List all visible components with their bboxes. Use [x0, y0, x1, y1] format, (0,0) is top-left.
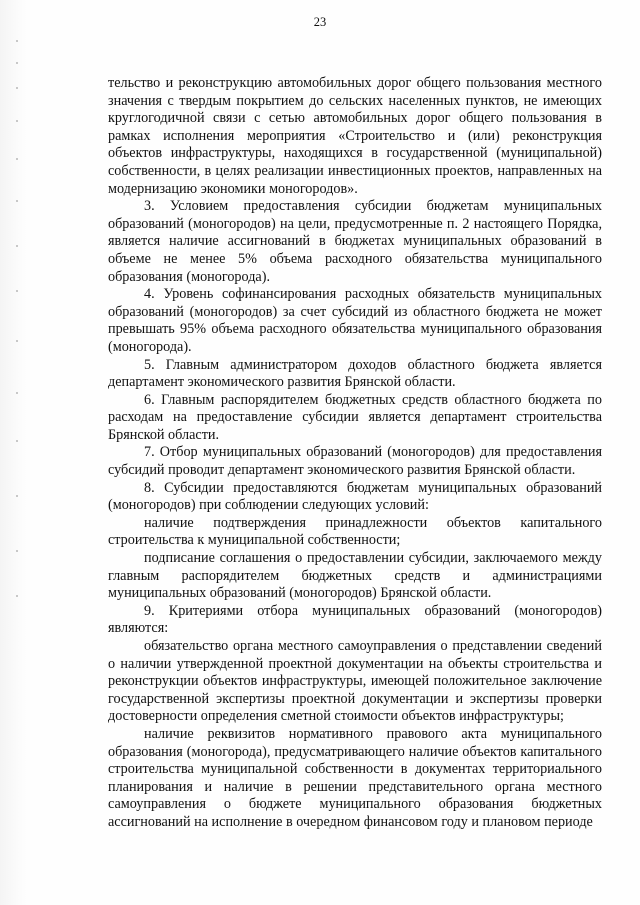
paragraph-criterion-1: обязательство органа местного самоуправления о представлении сведений о наличии утвержденной проектной документации на объекты строительства и реконструкции объектов инфраструктуры, имеющей положительное заключение государственной экспертизы проектной документации и экспертизы проверки достоверности определения сметной стоимости объектов инфраструктуры;: [108, 638, 602, 725]
paragraph-item-3: 3. Условием предоставления субсидии бюджетам муниципальных образований (моногородов) на цели, предусмотренные п. 2 настоящего Порядка, является наличие ассигнований в бюджетах муниципальных образований в объеме не менее 5% объема расходного обязательства муниципального образования (моногорода).: [108, 198, 602, 285]
paragraph-item-4: 4. Уровень софинансирования расходных обязательств муниципальных образований (моногородов) за счет субсидий из областного бюджета не может превышать 95% объема расходного обязательства муниципального образования (моногорода).: [108, 286, 602, 355]
scan-margin: [0, 0, 28, 905]
paragraph-condition-2: подписание соглашения о предоставлении субсидии, заключаемого между главным распорядителем бюджетных средств и администрациями муниципальных образований (моногородов) Брянской области.: [108, 550, 602, 602]
paragraph-criterion-2: наличие реквизитов нормативного правового акта муниципального образования (моногорода), предусматривающего наличие объектов капитального строительства муниципальной собственности в документах территориального планирования и наличие в решении представительного органа местного самоуправления о бюджете муниципального образования бюджетных ассигнований на исполнение в очередном финансовом году и плановом периоде: [108, 725, 602, 830]
paragraph-item-8: 8. Субсидии предоставляются бюджетам муниципальных образований (моногородов) при соблюдении следующих условий:: [108, 479, 602, 514]
page-number: 23: [313, 15, 327, 29]
paragraph-item-5: 5. Главным администратором доходов областного бюджета является департамент экономического развития Брянской области.: [108, 356, 602, 391]
paragraph-item-6: 6. Главным распорядителем бюджетных средств областного бюджета по расходам на предоставление субсидии является департамент строительства Брянской области.: [108, 391, 602, 443]
document-body: [108, 75, 602, 832]
paragraph-continuation: тельство и реконструкцию автомобильных дорог общего пользования местного значения с твердым покрытием до сельских населенных пунктов, не имеющих круглогодичной связи с сетью автомобильных дорог общего пользования в рамках исполнения мероприятия «Строительство и (или) реконструкция объектов инфраструктуры, находящихся в государственной (муниципальной) собственности, в целях реализации инвестиционных проектов, направленных на модернизацию экономики моногородов».: [108, 75, 602, 197]
paragraph-item-9: 9. Критериями отбора муниципальных образований (моногородов) являются:: [108, 602, 602, 637]
paragraph-item-7: 7. Отбор муниципальных образований (моногородов) для предоставления субсидий проводит департамент экономического развития Брянской области.: [108, 444, 602, 479]
scan-noise: [16, 40, 19, 600]
paragraph-condition-1: наличие подтверждения принадлежности объектов капитального строительства к муниципальной собственности;: [108, 514, 602, 549]
